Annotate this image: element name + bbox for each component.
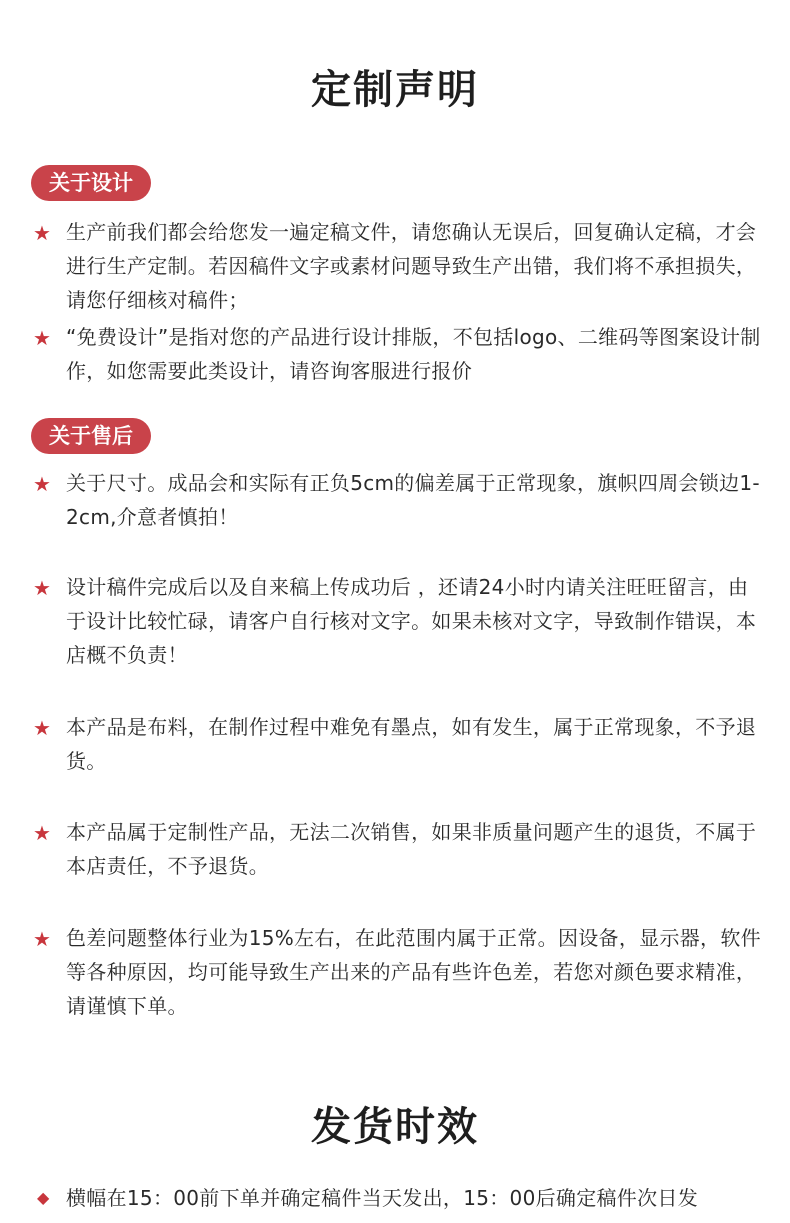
list-item-text: 关于尺寸。成品会和实际有正负5cm的偏差属于正常现象，旗帜四周会锁边1-2cm,介意者慎拍！ <box>66 471 760 529</box>
diamond-icon: ◆ <box>37 1188 50 1207</box>
section-label-design: 关于设计 <box>31 165 151 201</box>
star-icon: ★ <box>33 326 51 350</box>
list-item-text: 生产前我们都会给您发一遍定稿文件，请您确认无误后，回复确认定稿，才会进行生产定制。若因稿件文字或素材问题导致生产出错，我们将不承担损失，请您仔细核对稿件； <box>66 220 757 312</box>
list-item-text: 横幅在15：00前下单并确定稿件当天发出，15：00后确定稿件次日发 <box>66 1186 698 1210</box>
page-title: 定制声明 <box>311 67 479 113</box>
list-item-text: 本产品属于定制性产品，无法二次销售，如果非质量问题产生的退货，不属于本店责任，不予退货。 <box>66 820 757 878</box>
star-icon: ★ <box>33 927 51 951</box>
list-item <box>33 466 763 534</box>
star-icon: ★ <box>33 221 51 245</box>
list-item <box>33 320 763 388</box>
star-icon: ★ <box>33 576 51 600</box>
star-icon: ★ <box>33 821 51 845</box>
star-icon: ★ <box>33 472 51 496</box>
list-item <box>33 215 763 317</box>
list-item <box>33 710 763 778</box>
list-item <box>33 570 763 672</box>
star-icon: ★ <box>33 716 51 740</box>
list-item-text: “免费设计”是指对您的产品进行设计排版，不包括logo、二维码等图案设计制作，如您需要此类设计，请咨询客服进行报价 <box>66 325 761 383</box>
section-title-shipping: 发货时效 <box>311 1104 479 1150</box>
list-item <box>33 921 763 1023</box>
list-item-text: 色差问题整体行业为15%左右，在此范围内属于正常。因设备，显示器，软件等各种原因，均可能导致生产出来的产品有些许色差，若您对颜色要求精准，请谨慎下单。 <box>66 926 761 1018</box>
section-label-aftersale: 关于售后 <box>31 418 151 454</box>
list-item <box>33 1181 763 1215</box>
list-item-text: 本产品是布料，在制作过程中难免有墨点，如有发生，属于正常现象，不予退货。 <box>66 715 757 773</box>
list-item <box>33 815 763 883</box>
list-item-text: 设计稿件完成后以及自来稿上传成功后 ，还请24小时内请关注旺旺留言，由于设计比较忙碌，请客户自行核对文字。如果未核对文字，导致制作错误，本店概不负责！ <box>66 575 757 667</box>
